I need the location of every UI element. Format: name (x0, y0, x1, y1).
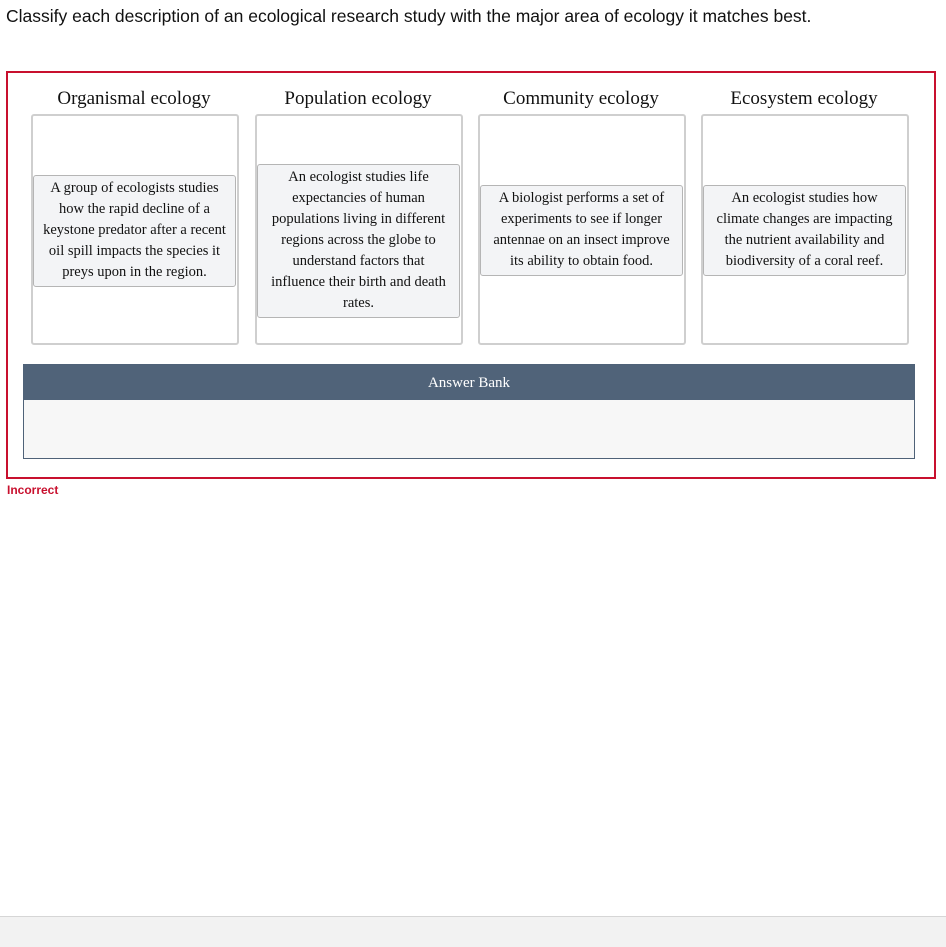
answer-card-coral-reef[interactable]: An ecologist studies how climate changes are impacting the nutrient availability and biodiversity of a coral reef. (703, 185, 906, 276)
drop-zone-ecosystem[interactable] (701, 114, 909, 345)
drop-zone-organismal[interactable] (31, 114, 239, 345)
drop-zone-population[interactable] (255, 114, 463, 345)
answer-card-life-expectancies[interactable]: An ecologist studies life expectancies of human populations living in different regions across the globe to understand factors that influence their birth and death rates. (257, 164, 460, 318)
question-prompt: Classify each description of an ecological research study with the major area of ecology it matches best. (6, 6, 812, 26)
answer-card-keystone-predator[interactable]: A group of ecologists studies how the rapid decline of a keystone predator after a recent oil spill impacts the species it preys upon in the region. (33, 175, 236, 287)
category-title-organismal: Organismal ecology (57, 88, 211, 109)
answer-bank-header: Answer Bank (24, 365, 914, 400)
category-title-ecosystem: Ecosystem ecology (730, 88, 878, 109)
answer-card-insect-antennae[interactable]: A biologist performs a set of experiments to see if longer antennae on an insect improve its ability to obtain food. (480, 185, 683, 276)
category-title-population: Population ecology (284, 88, 432, 109)
footer-bar (0, 916, 946, 947)
drop-zone-community[interactable] (478, 114, 686, 345)
category-title-community: Community ecology (503, 88, 659, 109)
answer-bank[interactable] (23, 364, 915, 459)
feedback-status: Incorrect (7, 483, 59, 497)
